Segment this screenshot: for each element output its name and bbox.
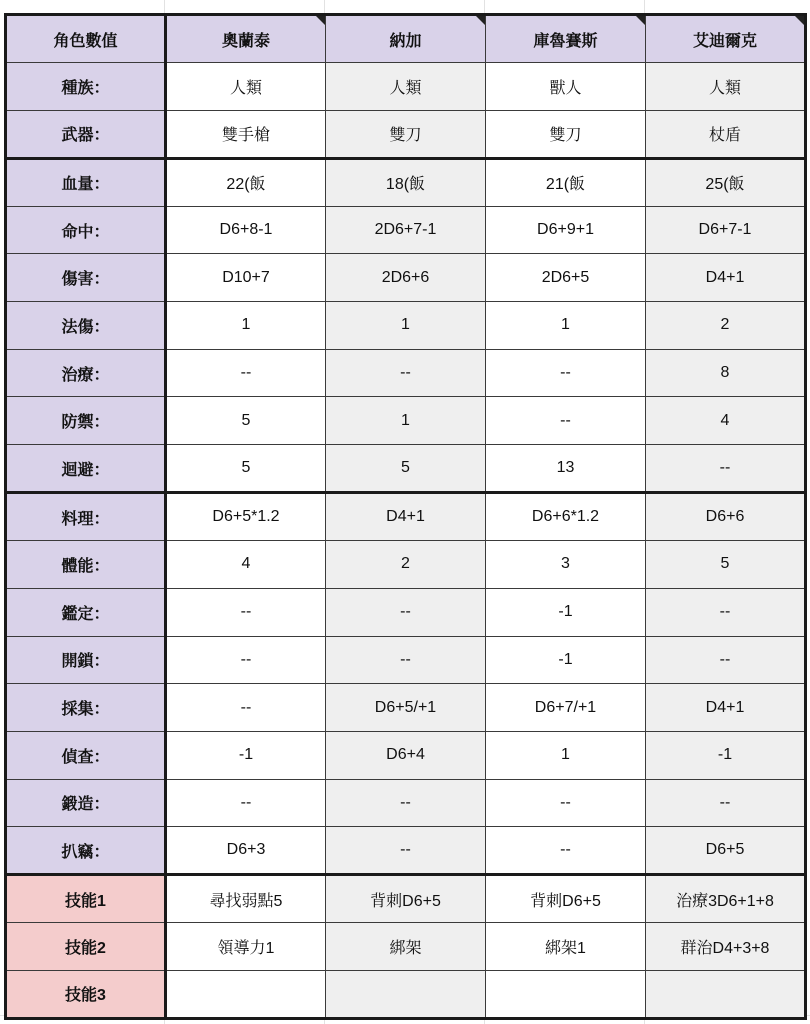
- stat-value-cell[interactable]: -1: [486, 588, 646, 636]
- stat-row: [6, 636, 806, 684]
- character-name: 艾迪爾克: [692, 32, 757, 50]
- stat-value-cell[interactable]: --: [166, 588, 326, 636]
- stat-label-cell[interactable]: 鍛造：: [6, 779, 166, 827]
- stat-value-cell[interactable]: --: [646, 445, 806, 493]
- stat-row: [6, 588, 806, 636]
- stat-value-cell[interactable]: 8: [646, 349, 806, 397]
- stat-row: [6, 110, 806, 158]
- stat-value-cell[interactable]: 21(飯: [486, 158, 646, 206]
- stat-label-cell[interactable]: 鑑定：: [6, 588, 166, 636]
- character-name: 奧蘭泰: [221, 32, 270, 50]
- stat-value-cell[interactable]: D6+6*1.2: [486, 493, 646, 541]
- stat-value-cell[interactable]: D6+4: [326, 731, 486, 779]
- skill-value-cell[interactable]: [646, 970, 806, 1018]
- stat-value-cell[interactable]: 1: [166, 302, 326, 350]
- character-stats-table: [4, 13, 807, 1020]
- skill-label-cell[interactable]: 技能3: [6, 970, 166, 1018]
- stat-value-cell[interactable]: --: [486, 779, 646, 827]
- skill-label-cell[interactable]: 技能1: [6, 875, 166, 923]
- stat-value-cell[interactable]: D4+1: [646, 684, 806, 732]
- stat-value-cell[interactable]: --: [326, 588, 486, 636]
- character-name: 庫魯賽斯: [533, 32, 598, 50]
- stat-value-cell[interactable]: D4+1: [326, 493, 486, 541]
- stat-value-cell[interactable]: 2D6+5: [486, 254, 646, 302]
- stat-value-cell[interactable]: --: [166, 349, 326, 397]
- header-row: [6, 15, 806, 63]
- skill-value-cell[interactable]: 領導力1: [166, 923, 326, 971]
- skill-value-cell[interactable]: 群治D4+3+8: [646, 923, 806, 971]
- skill-label-cell[interactable]: 技能2: [6, 923, 166, 971]
- stat-label-cell[interactable]: 命中：: [6, 206, 166, 254]
- stat-value-cell[interactable]: D6+5/+1: [326, 684, 486, 732]
- stat-value-cell[interactable]: --: [326, 827, 486, 875]
- stat-value-cell[interactable]: D6+9+1: [486, 206, 646, 254]
- stat-label-cell[interactable]: 治療：: [6, 349, 166, 397]
- stat-value-cell[interactable]: D6+6: [646, 493, 806, 541]
- stat-value-cell[interactable]: 雙刀: [326, 110, 486, 158]
- stat-row: [6, 158, 806, 206]
- stat-row: [6, 206, 806, 254]
- character-name: 納加: [389, 32, 422, 50]
- stat-value-cell[interactable]: 雙刀: [486, 110, 646, 158]
- stat-label-cell[interactable]: 傷害：: [6, 254, 166, 302]
- stat-label-cell[interactable]: 防禦：: [6, 397, 166, 445]
- stat-label-cell[interactable]: 種族：: [6, 63, 166, 111]
- stat-value-cell[interactable]: 18(飯: [326, 158, 486, 206]
- stat-value-cell[interactable]: -1: [166, 731, 326, 779]
- stat-label-cell[interactable]: 扒竊：: [6, 827, 166, 875]
- skill-value-cell[interactable]: 治療3D6+1+8: [646, 875, 806, 923]
- comment-marker-icon[interactable]: [795, 16, 804, 25]
- stat-row: [6, 684, 806, 732]
- stat-row: [6, 541, 806, 589]
- stat-label-cell[interactable]: 迴避：: [6, 445, 166, 493]
- stat-value-cell[interactable]: 獸人: [486, 63, 646, 111]
- stat-value-cell[interactable]: --: [326, 779, 486, 827]
- character-header-cell[interactable]: [646, 15, 806, 63]
- stat-value-cell[interactable]: --: [486, 397, 646, 445]
- stat-label-cell[interactable]: 體能：: [6, 541, 166, 589]
- stat-row: [6, 493, 806, 541]
- stat-row: [6, 445, 806, 493]
- stat-value-cell[interactable]: 5: [166, 397, 326, 445]
- stat-value-cell[interactable]: D6+7-1: [646, 206, 806, 254]
- stat-value-cell[interactable]: D6+8-1: [166, 206, 326, 254]
- stat-label-cell[interactable]: 血量：: [6, 158, 166, 206]
- stat-value-cell[interactable]: D4+1: [646, 254, 806, 302]
- stat-value-cell[interactable]: --: [166, 636, 326, 684]
- stat-row: [6, 349, 806, 397]
- stat-row: [6, 302, 806, 350]
- stat-label-cell[interactable]: 料理：: [6, 493, 166, 541]
- stat-value-cell[interactable]: D6+7/+1: [486, 684, 646, 732]
- stat-value-cell[interactable]: 人類: [166, 63, 326, 111]
- stat-value-cell[interactable]: -1: [646, 731, 806, 779]
- skill-value-cell[interactable]: 背刺D6+5: [486, 875, 646, 923]
- skill-value-cell[interactable]: [166, 970, 326, 1018]
- stat-value-cell[interactable]: --: [486, 349, 646, 397]
- stat-value-cell[interactable]: 5: [166, 445, 326, 493]
- stat-value-cell[interactable]: D10+7: [166, 254, 326, 302]
- header-label-cell[interactable]: 角色數值: [6, 15, 166, 63]
- stat-value-cell[interactable]: --: [166, 684, 326, 732]
- stat-row: [6, 63, 806, 111]
- stat-value-cell[interactable]: 人類: [646, 63, 806, 111]
- skill-value-cell[interactable]: 背刺D6+5: [326, 875, 486, 923]
- stat-value-cell[interactable]: 4: [166, 541, 326, 589]
- stat-value-cell[interactable]: --: [326, 349, 486, 397]
- stat-label-cell[interactable]: 偵查：: [6, 731, 166, 779]
- stat-value-cell[interactable]: 1: [486, 731, 646, 779]
- stat-row: [6, 779, 806, 827]
- comment-marker-icon[interactable]: [316, 16, 325, 25]
- stat-row: [6, 397, 806, 445]
- stat-value-cell[interactable]: 5: [326, 445, 486, 493]
- character-header-cell[interactable]: [166, 15, 326, 63]
- stat-value-cell[interactable]: -1: [486, 636, 646, 684]
- skill-value-cell[interactable]: 尋找弱點5: [166, 875, 326, 923]
- stat-value-cell[interactable]: 1: [486, 302, 646, 350]
- stat-value-cell[interactable]: 5: [646, 541, 806, 589]
- character-header-cell[interactable]: [326, 15, 486, 63]
- stat-value-cell[interactable]: D6+3: [166, 827, 326, 875]
- skill-row: [6, 875, 806, 923]
- stat-value-cell[interactable]: 13: [486, 445, 646, 493]
- skill-value-cell[interactable]: [486, 970, 646, 1018]
- stat-value-cell[interactable]: 2D6+6: [326, 254, 486, 302]
- stat-value-cell[interactable]: 3: [486, 541, 646, 589]
- stat-value-cell[interactable]: --: [646, 636, 806, 684]
- stat-value-cell[interactable]: 4: [646, 397, 806, 445]
- stat-label-cell[interactable]: 武器：: [6, 110, 166, 158]
- stat-row: [6, 731, 806, 779]
- stat-row: [6, 254, 806, 302]
- stat-value-cell[interactable]: D6+5*1.2: [166, 493, 326, 541]
- stat-value-cell[interactable]: 2: [326, 541, 486, 589]
- stat-value-cell[interactable]: 雙手槍: [166, 110, 326, 158]
- stat-label-cell[interactable]: 法傷：: [6, 302, 166, 350]
- stat-row: [6, 827, 806, 875]
- skill-value-cell[interactable]: [326, 970, 486, 1018]
- skill-row: [6, 923, 806, 971]
- comment-marker-icon[interactable]: [476, 16, 485, 25]
- stat-value-cell[interactable]: 1: [326, 397, 486, 445]
- stat-label-cell[interactable]: 採集：: [6, 684, 166, 732]
- character-header-cell[interactable]: [486, 15, 646, 63]
- stat-value-cell[interactable]: 杖盾: [646, 110, 806, 158]
- stat-value-cell[interactable]: 22(飯: [166, 158, 326, 206]
- stat-label-cell[interactable]: 開鎖：: [6, 636, 166, 684]
- stat-value-cell[interactable]: 2D6+7-1: [326, 206, 486, 254]
- skill-row: [6, 970, 806, 1018]
- stat-value-cell[interactable]: 人類: [326, 63, 486, 111]
- skill-value-cell[interactable]: 綁架1: [486, 923, 646, 971]
- stat-value-cell[interactable]: --: [326, 636, 486, 684]
- comment-marker-icon[interactable]: [636, 16, 645, 25]
- skill-value-cell[interactable]: 綁架: [326, 923, 486, 971]
- stat-value-cell[interactable]: --: [646, 779, 806, 827]
- stat-value-cell[interactable]: --: [646, 588, 806, 636]
- stat-value-cell[interactable]: D6+5: [646, 827, 806, 875]
- stat-value-cell[interactable]: 25(飯: [646, 158, 806, 206]
- stat-value-cell[interactable]: --: [166, 779, 326, 827]
- stat-value-cell[interactable]: 1: [326, 302, 486, 350]
- stat-value-cell[interactable]: --: [486, 827, 646, 875]
- stat-value-cell[interactable]: 2: [646, 302, 806, 350]
